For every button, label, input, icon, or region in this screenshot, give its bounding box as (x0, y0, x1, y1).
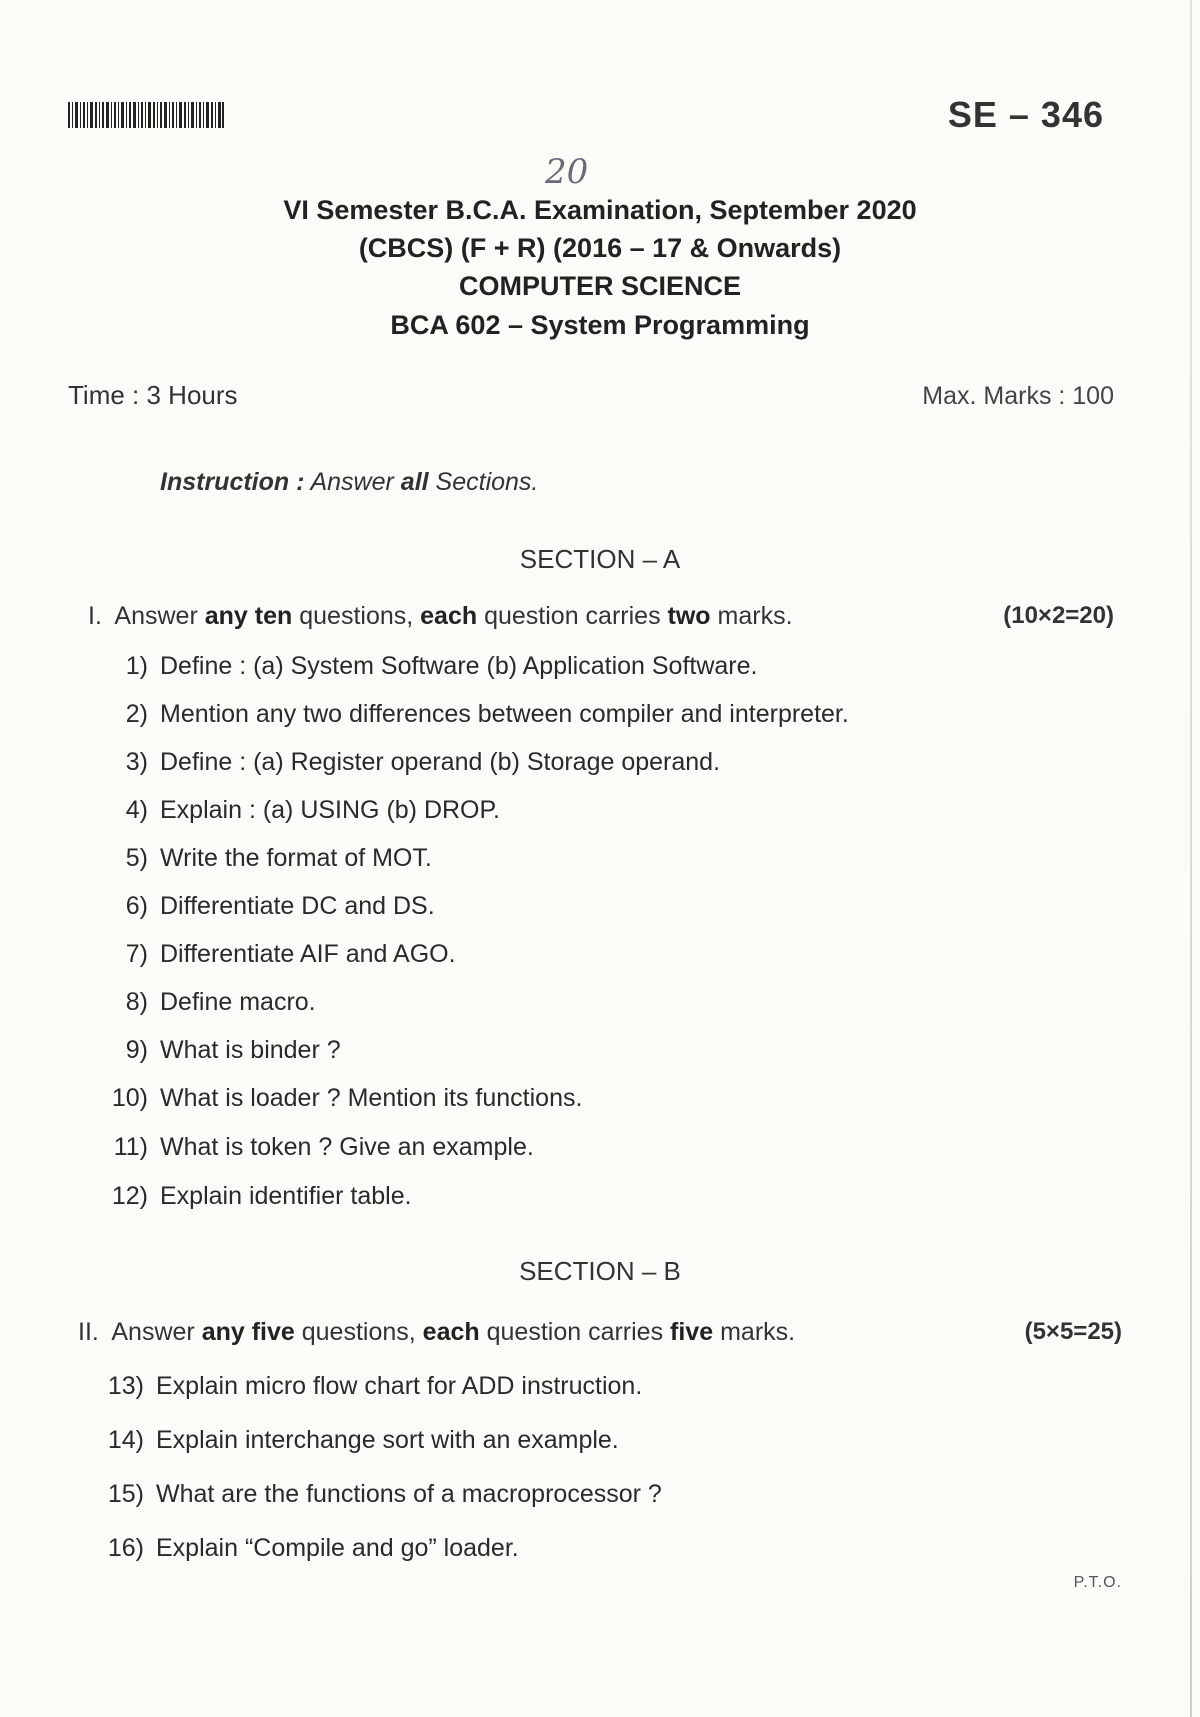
instruction-label: Instruction : (160, 468, 305, 496)
list-item (96, 1426, 619, 1455)
section-a-title: SECTION – A (519, 544, 681, 574)
section-b-q-bold3: five (670, 1318, 714, 1346)
list-item (96, 1480, 662, 1509)
section-b-question (78, 1318, 795, 1347)
exam-duration: Time : 3 Hours (68, 380, 238, 410)
list-item (96, 1372, 642, 1401)
instruction-text-c: Sections. (435, 468, 539, 496)
instruction (160, 468, 538, 497)
list-item (100, 892, 435, 921)
item-text: Explain : (a) USING (b) DROP. (160, 796, 500, 824)
section-b-roman: II. (78, 1318, 99, 1346)
section-a-q-pre: Answer (114, 602, 198, 630)
section-a-q-mid: questions, (299, 602, 414, 630)
item-text: Explain interchange sort with an example. (156, 1426, 619, 1454)
item-number: 5) (125, 844, 148, 872)
list-item (100, 1133, 534, 1162)
instruction-text-a: Answer (310, 468, 394, 496)
list-item (96, 1534, 519, 1563)
section-b-q-pre: Answer (111, 1318, 195, 1346)
list-item (100, 940, 456, 969)
list-item (100, 1036, 341, 1065)
pto-note: P.T.O. (1073, 1574, 1122, 1591)
exam-paper: BCA 602 – System Programming (390, 310, 810, 340)
section-a-q-bold3: two (667, 602, 711, 630)
item-number: 12) (111, 1182, 148, 1210)
item-number: 10) (111, 1084, 148, 1112)
list-item (100, 700, 849, 729)
item-number: 15) (107, 1480, 144, 1508)
list-item (100, 652, 757, 681)
instruction-text-b: all (400, 468, 429, 496)
item-text: Define : (a) System Software (b) Application Software. (160, 652, 758, 680)
list-item (100, 988, 316, 1017)
list-item (100, 1182, 412, 1211)
item-text: Mention any two differences between compiler and interpreter. (160, 700, 849, 728)
item-number: 9) (125, 1036, 148, 1064)
section-b-title: SECTION – B (519, 1256, 681, 1286)
item-number: 4) (125, 796, 148, 824)
item-text: Explain micro flow chart for ADD instruction. (156, 1372, 643, 1400)
section-a-question (88, 602, 793, 631)
item-number: 6) (125, 892, 148, 920)
section-a-marks: (10×2=20) (1003, 602, 1114, 629)
exam-subject: COMPUTER SCIENCE (458, 271, 742, 301)
item-text: What is binder ? (160, 1036, 341, 1064)
item-text: Differentiate AIF and AGO. (160, 940, 456, 968)
item-number: 11) (113, 1133, 148, 1161)
item-number: 8) (125, 988, 148, 1016)
section-a-q-bold2: each (420, 602, 478, 630)
item-text: Explain “Compile and go” loader. (156, 1534, 519, 1562)
item-number: 13) (107, 1372, 144, 1400)
item-text: Explain identifier table. (160, 1182, 412, 1210)
section-b-q-bold2: each (422, 1318, 480, 1346)
list-item (100, 1084, 582, 1113)
section-a-q-end: marks. (717, 602, 793, 630)
item-text: Write the format of MOT. (160, 844, 432, 872)
list-item (100, 844, 432, 873)
item-text: What are the functions of a macroprocessor ? (156, 1480, 662, 1508)
handwritten-mark: 20 (545, 152, 589, 192)
paper-code: SE – 346 (947, 94, 1104, 135)
exam-scheme: (CBCS) (F + R) (2016 – 17 & Onwards) (358, 233, 842, 263)
item-number: 3) (125, 748, 148, 776)
max-marks: Max. Marks : 100 (922, 382, 1114, 410)
section-a-q-mid2: question carries (484, 602, 661, 630)
section-b-q-bold1: any five (201, 1318, 295, 1346)
exam-title: VI Semester B.C.A. Examination, September 2020 (283, 195, 917, 225)
section-b-q-end: marks. (720, 1318, 796, 1346)
barcode-icon (68, 102, 224, 128)
list-item (100, 796, 500, 825)
item-number: 7) (125, 940, 148, 968)
item-number: 1) (125, 652, 148, 680)
item-number: 2) (125, 700, 148, 728)
item-text: Define macro. (160, 988, 316, 1016)
section-a-q-bold1: any ten (204, 602, 293, 630)
section-b-marks: (5×5=25) (1024, 1318, 1122, 1345)
item-text: Differentiate DC and DS. (160, 892, 435, 920)
item-number: 14) (107, 1426, 144, 1454)
section-b-q-mid: questions, (301, 1318, 416, 1346)
item-text: What is loader ? Mention its functions. (160, 1084, 583, 1112)
section-b-q-mid2: question carries (486, 1318, 664, 1346)
item-text: What is token ? Give an example. (160, 1133, 534, 1161)
item-number: 16) (107, 1534, 144, 1562)
item-text: Define : (a) Register operand (b) Storage operand. (160, 748, 721, 776)
section-a-roman: I. (88, 602, 102, 630)
list-item (100, 748, 720, 777)
